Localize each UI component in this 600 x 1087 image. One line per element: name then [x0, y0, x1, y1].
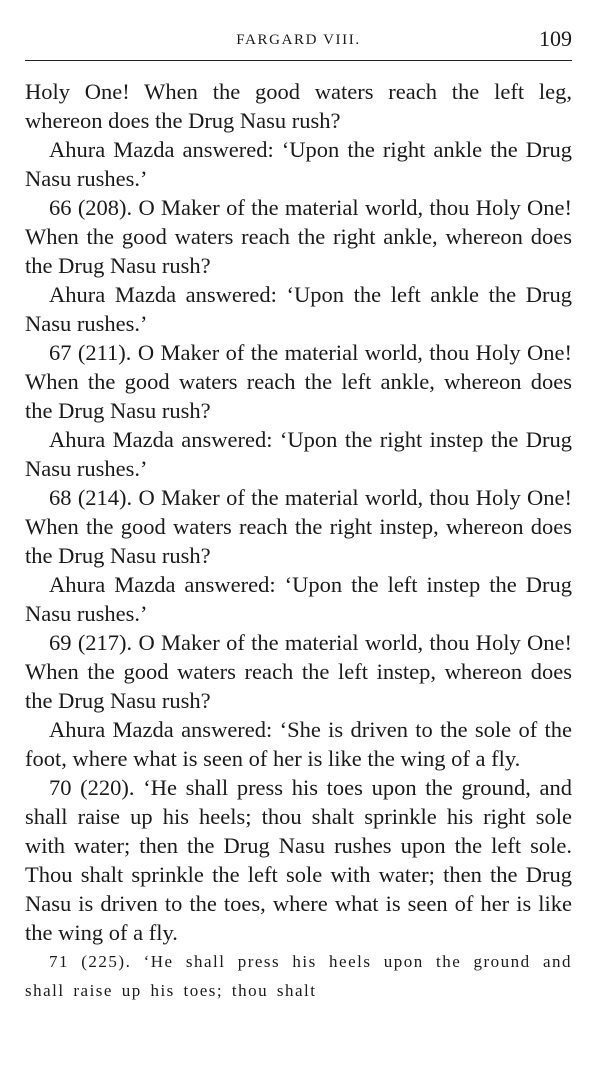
- paragraph: 70 (220). ‘He shall press his toes upon the ground, and shall raise up his heels; thou shalt sprinkle his right sole with water; then the Drug Nasu rushes upon the left sole. Thou shalt sprinkle the left sole with water; then the Drug Nasu is driven to the toes, where what is seen of her is like the wing of a fly.: [25, 775, 572, 945]
- paragraph: 66 (208). O Maker of the material world, thou Holy One! When the good waters reach the right ankle, whereon does the Drug Nasu rush?: [25, 195, 572, 278]
- paragraph: Ahura Mazda answered: ‘She is driven to the sole of the foot, where what is seen of her is like the wing of a fly.: [25, 717, 572, 771]
- paragraph: Ahura Mazda answered: ‘Upon the left ankle the Drug Nasu rushes.’: [25, 282, 572, 336]
- page-header: [25, 0, 572, 61]
- paragraph: Ahura Mazda answered: ‘Upon the left instep the Drug Nasu rushes.’: [25, 572, 572, 626]
- paragraph: Ahura Mazda answered: ‘Upon the right ankle the Drug Nasu rushes.’: [25, 137, 572, 191]
- paragraph: 69 (217). O Maker of the material world, thou Holy One! When the good waters reach the left instep, whereon does the Drug Nasu rush?: [25, 630, 572, 713]
- paragraph: 71 (225). ‘He shall press his heels upon the ground and shall raise up his toes; thou shalt: [25, 952, 572, 1000]
- body-text: [25, 77, 572, 1005]
- paragraph: 68 (214). O Maker of the material world, thou Holy One! When the good waters reach the right instep, whereon does the Drug Nasu rush?: [25, 485, 572, 568]
- running-title: FARGARD VIII.: [236, 32, 361, 48]
- paragraph: 67 (211). O Maker of the material world, thou Holy One! When the good waters reach the left ankle, whereon does the Drug Nasu rush?: [25, 340, 572, 423]
- paragraph: Ahura Mazda answered: ‘Upon the right instep the Drug Nasu rushes.’: [25, 427, 572, 481]
- paragraph: Holy One! When the good waters reach the left leg, whereon does the Drug Nasu rush?: [25, 79, 572, 133]
- page-number: 109: [539, 26, 572, 51]
